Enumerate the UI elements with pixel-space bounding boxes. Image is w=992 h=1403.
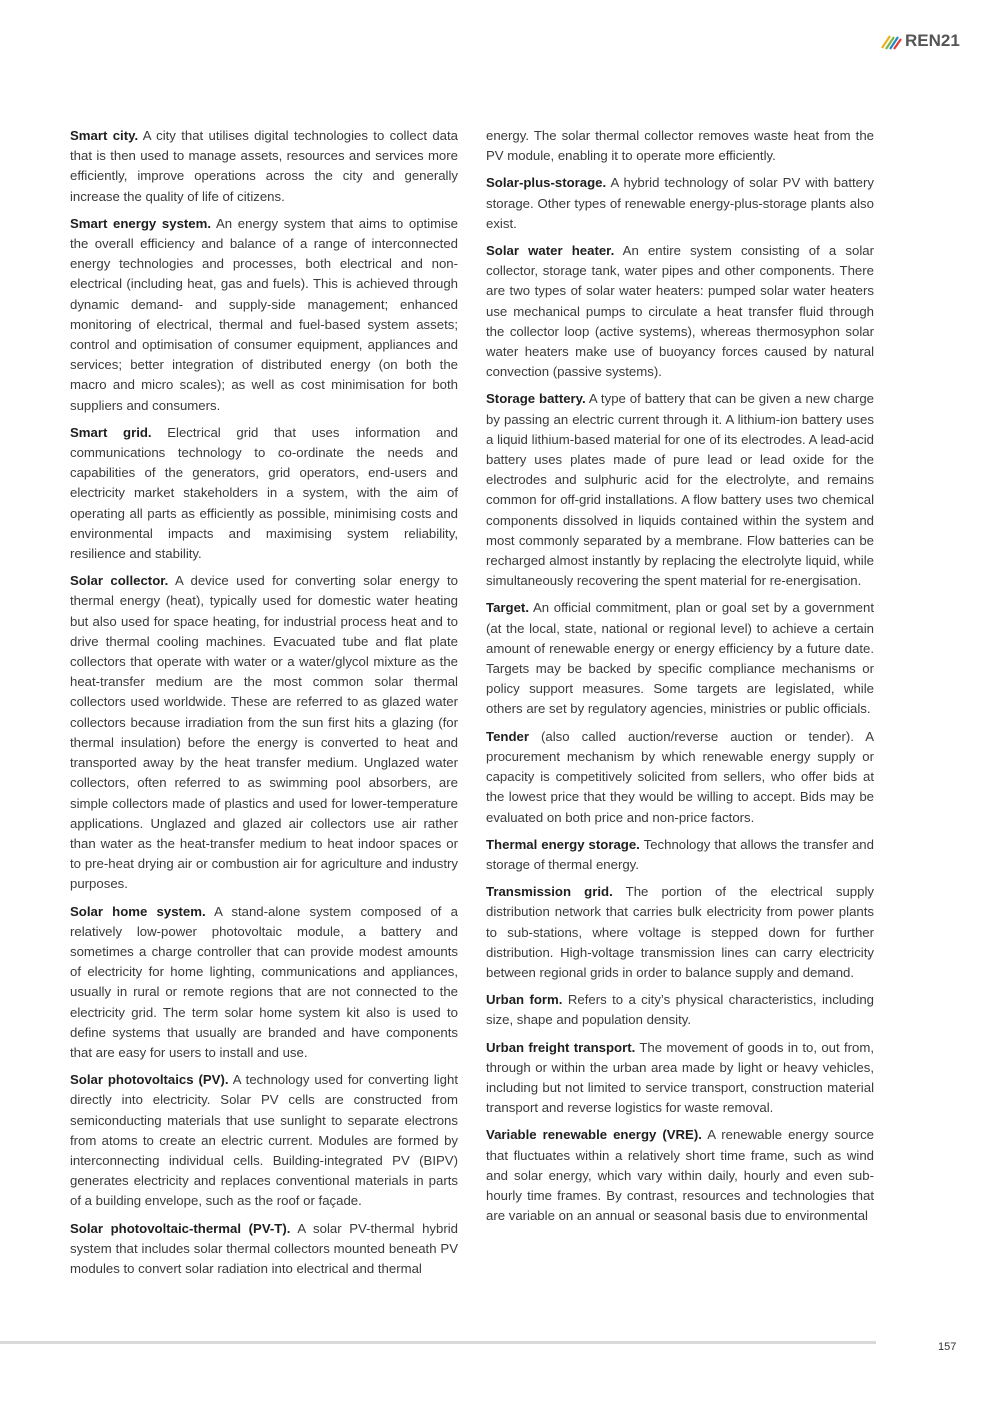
glossary-entry [486, 1038, 874, 1119]
glossary-term: Solar water heater. [486, 243, 615, 259]
glossary-entry [486, 173, 874, 234]
glossary-term: Solar photovoltaics (PV). [70, 1072, 229, 1088]
glossary-definition: A city that utilises digital technologies to collect data that is then used to manage assets, resources and services more efficiently, improve operations across the city and generally increase the quality of life of citizens. [70, 128, 458, 204]
glossary-entry [70, 902, 458, 1064]
glossary-entry [486, 835, 874, 875]
glossary-definition: The portion of the electrical supply distribution network that carries bulk electricity from power plants to sub-stations, where voltage is stepped down for further distribution. High-voltage transmission lines can carry electricity between regional grids in order to balance supply and demand. [486, 884, 874, 980]
glossary-term: Solar collector. [70, 573, 169, 589]
glossary-term: Thermal energy storage. [486, 836, 640, 852]
glossary-definition: energy. The solar thermal collector removes waste heat from the PV module, enabling it to operate more efficiently. [486, 128, 874, 164]
glossary-definition: An official commitment, plan or goal set by a government (at the local, state, national or regional level) to achieve a certain amount of renewable energy or energy efficiency by a future date. Targets may be backed by specific compliance mechanisms or policy support measures. Some targets are legislated, while others are set by regulatory agencies, ministries or public officials. [486, 600, 874, 717]
glossary-term: Urban form. [486, 992, 563, 1008]
glossary-definition: (also called auction/reverse auction or tender). A procurement mechanism by which renewable energy supply or capacity is competitively solicited from sellers, who offer bids at the lowest price that they would be willing to accept. Bids may be evaluated on both price and non-price factors. [486, 728, 875, 825]
logo-text: REN21 [905, 31, 960, 50]
glossary-definition: Technology that allows the transfer and storage of thermal energy. [486, 836, 874, 872]
glossary-entry [70, 423, 458, 564]
glossary-definition: The movement of goods in to, out from, through or within the urban area made by light or heavy vehicles, including but not limited to service transport, construction material transport and reverse logistics for waste removal. [486, 1039, 874, 1116]
glossary-term: Storage battery. [486, 391, 586, 407]
glossary-definition: Electrical grid that uses information and communications technology to co-ordinate the needs and capabilities of the generators, grid operators, end-users and electricity market stakeholders in a system, with the aim of operating all parts as efficiently as possible, minimising costs and environmental impacts and maximising system reliability, resilience and stability. [70, 424, 458, 562]
glossary-term: Transmission grid. [486, 884, 613, 900]
glossary-entry [486, 882, 874, 983]
glossary-definition: A type of battery that can be given a new charge by passing an electric current through it. A lithium-ion battery uses a liquid lithium-based material for one of its electrodes. A lead-acid battery uses plates made of pure lead or lead oxide for the electrodes and sulphuric acid for the electrolyte, and remains common for off-grid installations. A flow battery uses two chemical components dissolved in liquids contained within the system and most commonly separated by a membrane. Flow batteries can be recharged almost instantly by replacing the electrolyte liquid, while simultaneously recovering the spent material for re-energisation. [486, 391, 874, 589]
glossary-entry [486, 598, 874, 719]
glossary-definition: An energy system that aims to optimise the overall efficiency and balance of a range of interconnected energy technologies and processes, both electrical and non-electrical (including heat, gas and fuels). This is achieved through dynamic demand- and supply-side management; enhanced monitoring of electrical, thermal and fuel-based system assets; control and optimisation of consumer equipment, appliances and services; better integration of distributed energy (on both the macro and micro scales); as well as cost minimisation for both suppliers and consumers. [70, 215, 458, 413]
ren21-logo [880, 31, 960, 51]
glossary-entry [70, 571, 458, 894]
glossary-term: Urban freight transport. [486, 1039, 636, 1055]
glossary-entry [486, 727, 874, 828]
glossary-definition: Refers to a city’s physical characteristics, including size, shape and population density. [486, 992, 874, 1028]
glossary-entry [70, 1219, 458, 1280]
glossary-entry-continued [486, 126, 874, 166]
glossary-entry [486, 241, 874, 382]
glossary-term: Solar home system. [70, 903, 206, 919]
glossary-definition: A device used for converting solar energy to thermal energy (heat), typically used for domestic water heating but also used for space heating, for industrial process heat and to drive thermal cooling machines. Evacuated tube and flat plate collectors that operate with water or a water/glycol mixture as the heat-transfer medium are the most common solar thermal collectors used worldwide. These are referred to as glazed water collectors because irradiation from the sun first hits a glazing (for thermal insulation) before the energy is converted to heat and transported away by the heat transfer medium. Unglazed water collectors, often referred to as swimming pool absorbers, are simple collectors made of plastics and used for lower-temperature applications. Unglazed and glazed air collectors use air rather than water as the heat-transfer medium to heat indoor spaces or to pre-heat drying air or combustion air for agriculture and industry purposes. [70, 573, 459, 892]
glossary-term: Solar-plus-storage. [486, 175, 607, 191]
glossary-entry [486, 389, 874, 591]
glossary-term: Solar photovoltaic-thermal (PV-T). [70, 1220, 291, 1236]
glossary-definition: An entire system consisting of a solar collector, storage tank, water pipes and other components. There are two types of solar water heaters: pumped solar water heaters use mechanical pumps to circulate a heat transfer fluid through the collector loop (active systems), whereas thermosyphon solar water heaters make use of buoyancy forces caused by natural convection (passive systems). [486, 243, 874, 380]
footer-divider [0, 1341, 876, 1344]
glossary-entry [70, 214, 458, 416]
glossary-term: Tender [486, 728, 529, 744]
glossary-term: Variable renewable energy (VRE). [486, 1127, 702, 1143]
glossary-definition: A renewable energy source that fluctuates within a relatively short time frame, such as wind and solar energy, which vary within daily, hourly and even sub-hourly time frames. By contrast, resources and technologies that are variable on an annual or seasonal basis due to environmental [486, 1127, 875, 1224]
glossary-term: Smart city. [70, 128, 139, 143]
glossary-definition: A solar PV-thermal hybrid system that includes solar thermal collectors mounted beneath PV modules to convert solar radiation into electrical and thermal [70, 1220, 459, 1276]
glossary-entry [486, 990, 874, 1030]
ren21-logo-icon [880, 32, 902, 50]
page-number: 157 [938, 1341, 957, 1353]
glossary-column-left [70, 126, 458, 1286]
glossary-column-right [486, 126, 874, 1233]
glossary-definition: A stand-alone system composed of a relatively low-power photovoltaic module, a battery and sometimes a charge controller that can provide modest amounts of electricity for home lighting, communications and appliances, usually in rural or remote regions that are not connected to the electricity grid. The term solar home system kit also is used to define systems that usually are branded and have components that are easy for users to install and use. [70, 903, 458, 1060]
glossary-term: Smart grid. [70, 424, 152, 440]
glossary-entry [486, 1125, 874, 1226]
glossary-entry [70, 126, 458, 207]
glossary-definition: A technology used for converting light directly into electricity. Solar PV cells are constructed from semiconducting materials that use sunlight to separate electrons from atoms to create an electric current. Modules are formed by interconnecting individual cells. Building-integrated PV (BIPV) generates electricity and replaces conventional materials in parts of a building envelope, such as the roof or façade. [70, 1072, 459, 1209]
glossary-term: Smart energy system. [70, 215, 212, 231]
glossary-term: Target. [486, 600, 529, 616]
glossary-definition: A hybrid technology of solar PV with battery storage. Other types of renewable energy-plus-storage plants also exist. [486, 175, 874, 231]
glossary-entry [70, 1070, 458, 1211]
